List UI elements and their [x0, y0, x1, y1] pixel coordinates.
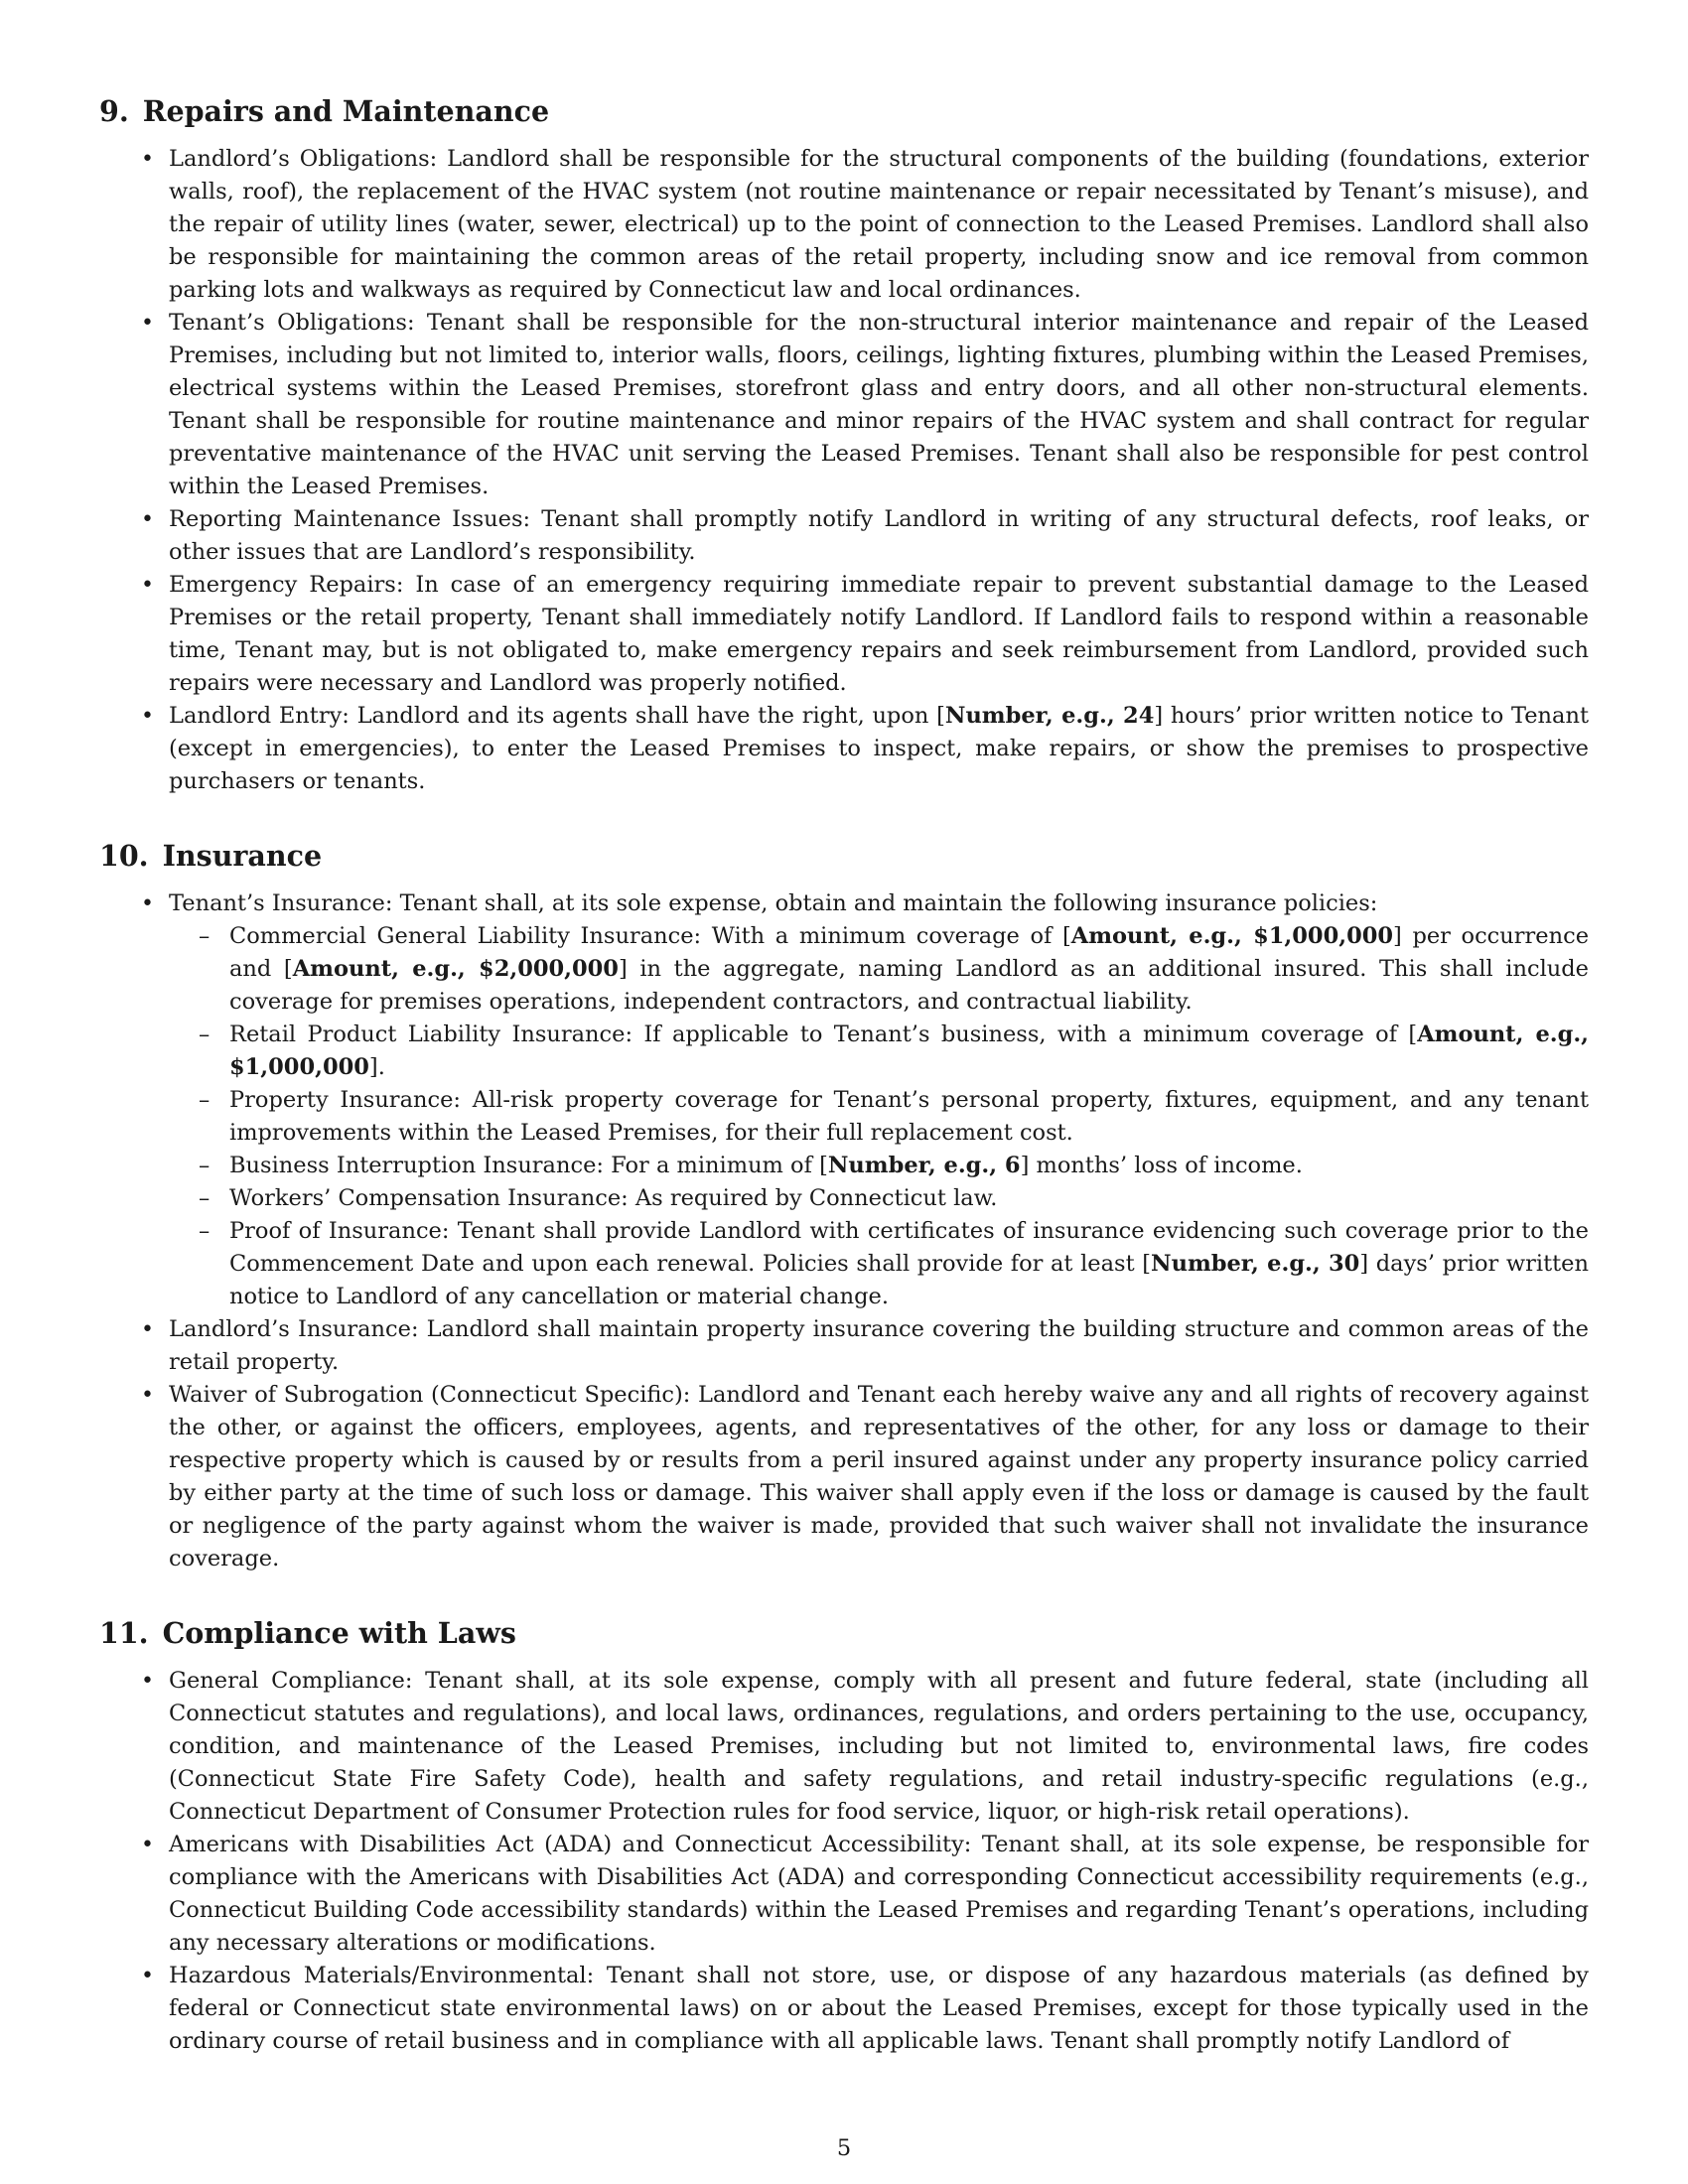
- text-run: ] hours’ prior written notice to Tenant (except in emergencies), to enter the Leased Premises to inspect, make repairs, or show the premises to prospective purchasers or tenants.: [169, 703, 1589, 794]
- section-heading: [99, 1613, 1589, 1653]
- sub-list-item: [229, 1019, 1589, 1084]
- sub-list-item: [229, 920, 1589, 1019]
- placeholder-text: Amount, e.g., $2,000,000: [292, 956, 619, 982]
- text-run: Landlord Entry: Landlord and its agents shall have the right, upon [: [169, 703, 945, 729]
- section-number: 11.: [99, 1616, 149, 1650]
- list-item: • Emergency Repairs: In case of an emergency requiring immediate repair to prevent substantial damage to the Leased Premises or the retail property, Tenant shall immediately notify Landlord. If Landlord fails to respond within a reasonable time, Tenant may, but is not obligated to, make emergency repairs and seek reimbursement from Landlord, provided such repairs were necessary and Landlord was properly notified.: [169, 569, 1589, 700]
- placeholder-text: Amount, e.g., $1,000,000: [1070, 923, 1394, 949]
- section-heading: [99, 836, 1589, 876]
- sub-list-item: [229, 1150, 1589, 1182]
- list-item: • Landlord’s Obligations: Landlord shall be responsible for the structural components of the building (foundations, exterior walls, roof), the replacement of the HVAC system (not routine maintenance or repair necessitated by Tenant’s misuse), and the repair of utility lines (water, sewer, electrical) up to the point of connection to the Leased Premises. Landlord shall also be responsible for maintaining the common areas of the retail property, including snow and ice removal from common parking lots and walkways as required by Connecticut law and local ordinances.: [169, 143, 1589, 307]
- list-item: • Hazardous Materials/Environmental: Tenant shall not store, use, or dispose of any hazardous materials (as defined by federal or Connecticut state environmental laws) on or about the Leased Premises, except for those typically used in the ordinary course of retail business and in compliance with all applicable laws. Tenant shall promptly notify Landlord of: [169, 1960, 1589, 2058]
- list-item: • Tenant’s Obligations: Tenant shall be responsible for the non-structural interior maintenance and repair of the Leased Premises, including but not limited to, interior walls, floors, ceilings, lighting fixtures, plumbing within the Leased Premises, electrical systems within the Leased Premises, storefront glass and entry doors, and all other non-structural elements. Tenant shall be responsible for routine maintenance and minor repairs of the HVAC system and shall contract for regular preventative maintenance of the HVAC unit serving the Leased Premises. Tenant shall also be responsible for pest control within the Leased Premises.: [169, 307, 1589, 503]
- section-number: 10.: [99, 839, 149, 873]
- list-item: • Americans with Disabilities Act (ADA) and Connecticut Accessibility: Tenant shall, at its sole expense, be responsible for compliance with the Americans with Disabilities Act (ADA) and corresponding Connecticut accessibility requirements (e.g., Connecticut Building Code accessibility standards) within the Leased Premises and regarding Tenant’s operations, including any necessary alterations or modifications.: [169, 1829, 1589, 1960]
- placeholder-text: Amount, e.g., $1,000,000: [229, 1022, 1589, 1080]
- list-item: [169, 887, 1589, 1313]
- bullet-list: [99, 143, 1589, 798]
- text-run: Commercial General Liability Insurance: With a minimum coverage of [: [229, 923, 1071, 949]
- section-title: Compliance with Laws: [162, 1616, 516, 1650]
- list-item: • Landlord’s Insurance: Landlord shall maintain property insurance covering the building structure and common areas of the retail property.: [169, 1313, 1589, 1379]
- text-run: Tenant’s Insurance: Tenant shall, at its sole expense, obtain and maintain the following insurance policies:: [169, 890, 1378, 916]
- document-page: [99, 91, 1589, 2096]
- list-item: • General Compliance: Tenant shall, at its sole expense, comply with all present and future federal, state (including all Connecticut statutes and regulations), and local laws, ordinances, regulations, and orders pertaining to the use, occupancy, condition, and maintenance of the Leased Premises, including but not limited to, environmental laws, fire codes (Connecticut State Fire Safety Code), health and safety regulations, and retail industry-specific regulations (e.g., Connecticut Department of Consumer Protection rules for food service, liquor, or high-risk retail operations).: [169, 1665, 1589, 1829]
- text-run: Proof of Insurance: Tenant shall provide Landlord with certificates of insurance evidencing such coverage prior to the Commencement Date and upon each renewal. Policies shall provide for at least [: [229, 1218, 1589, 1277]
- sub-list-item: – Property Insurance: All-risk property coverage for Tenant’s personal property, fixtures, equipment, and any tenant improvements within the Leased Premises, for their full replacement cost.: [229, 1084, 1589, 1150]
- section-title: Insurance: [162, 839, 323, 873]
- section-repairs-maintenance: [99, 91, 1589, 798]
- section-compliance-with-laws: [99, 1613, 1589, 2058]
- section-insurance: [99, 836, 1589, 1575]
- text-run: Business Interruption Insurance: For a minimum of [: [229, 1153, 828, 1178]
- placeholder-text: Number, e.g., 6: [827, 1153, 1021, 1178]
- placeholder-text: Number, e.g., 30: [1151, 1251, 1360, 1277]
- text-run: ] months’ loss of income.: [1020, 1153, 1303, 1178]
- page-number: 5: [836, 2135, 852, 2161]
- list-item: [169, 700, 1589, 798]
- bullet-list: [99, 1665, 1589, 2058]
- section-number: 9.: [99, 94, 129, 128]
- bullet-list: [99, 887, 1589, 1575]
- text-run: ].: [368, 1054, 385, 1080]
- section-title: Repairs and Maintenance: [142, 94, 550, 128]
- text-run: ] in the aggregate, naming Landlord as an additional insured. This shall include coverage for premises operations, independent contractors, and contractual liability.: [229, 956, 1589, 1015]
- list-item: • Reporting Maintenance Issues: Tenant shall promptly notify Landlord in writing of any structural defects, roof leaks, or other issues that are Landlord’s responsibility.: [169, 503, 1589, 569]
- text-run: Retail Product Liability Insurance: If applicable to Tenant’s business, with a minimum coverage of [: [229, 1022, 1418, 1047]
- text-run: ] days’ prior written notice to Landlord of any cancellation or material change.: [229, 1251, 1589, 1309]
- section-heading: [99, 91, 1589, 131]
- sub-list-item: – Workers’ Compensation Insurance: As required by Connecticut law.: [229, 1182, 1589, 1215]
- list-item: • Waiver of Subrogation (Connecticut Specific): Landlord and Tenant each hereby waive any and all rights of recovery against the other, or against the officers, employees, agents, and representatives of the other, for any loss or damage to their respective property which is caused by or results from a peril insured against under any property insurance policy carried by either party at the time of such loss or damage. This waiver shall apply even if the loss or damage is caused by the fault or negligence of the party against whom the waiver is made, provided that such waiver shall not invalidate the insurance coverage.: [169, 1379, 1589, 1575]
- text-run: ] per occurrence and [: [229, 923, 1590, 982]
- sub-list: [169, 920, 1589, 1313]
- sub-list-item: [229, 1215, 1589, 1313]
- placeholder-text: Number, e.g., 24: [944, 703, 1155, 729]
